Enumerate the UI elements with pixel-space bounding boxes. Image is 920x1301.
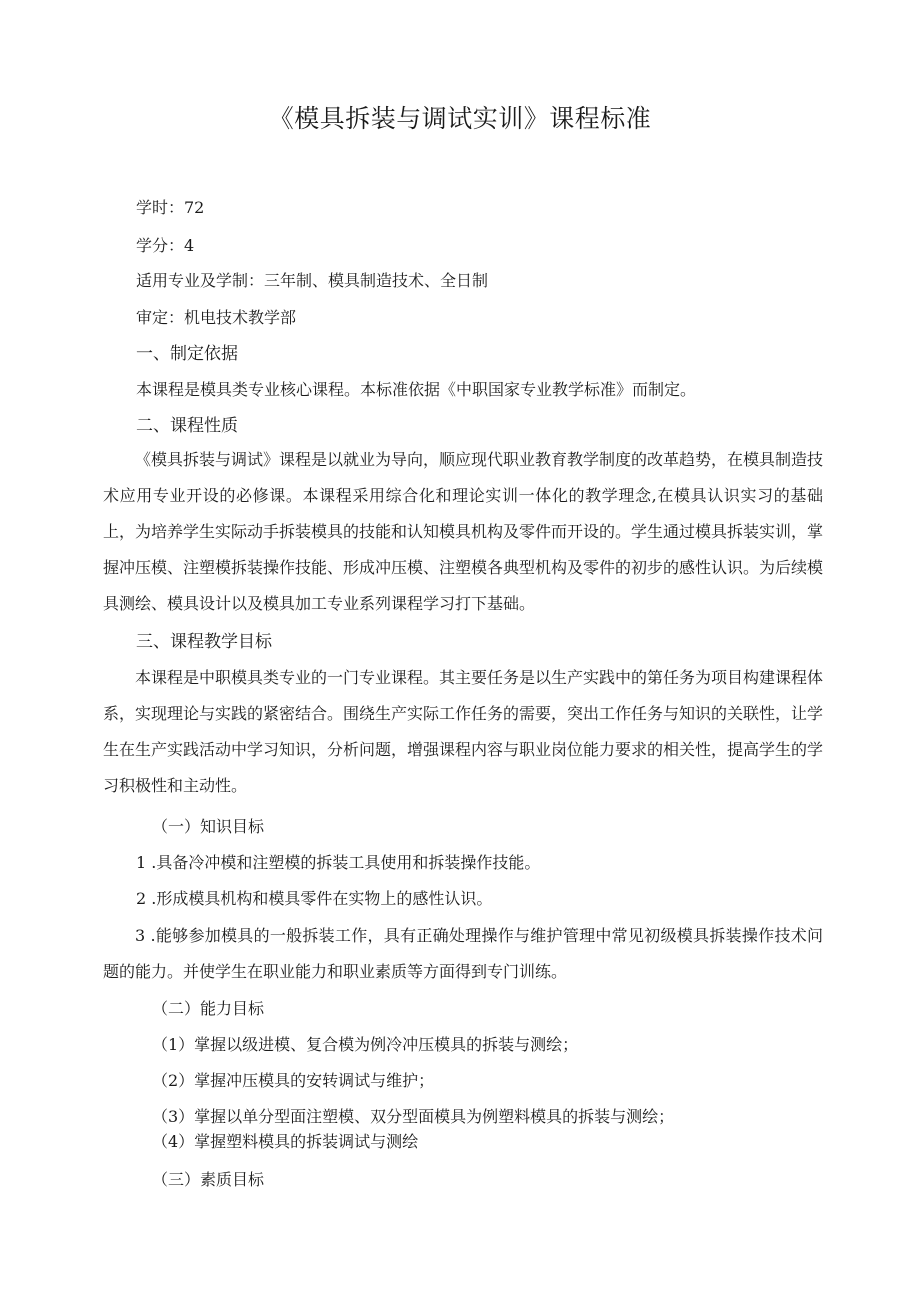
knowledge-heading: （一）知识目标 <box>152 817 265 836</box>
page-title: 《模具拆装与调试实训》课程标准 <box>268 104 652 133</box>
section-1-text: 本课程是模具类专业核心课程。本标准依据《中职国家专业教学标准》而制定。 <box>136 380 697 399</box>
ability-heading: （二）能力目标 <box>152 999 265 1018</box>
section-1-heading: 一、制定依据 <box>136 344 238 364</box>
meta-major: 适用专业及学制：三年制、模具制造技术、全日制 <box>136 271 489 290</box>
knowledge-item-1: 1 .具备冷冲模和注塑模的拆装工具使用和拆装操作技能。 <box>136 853 541 872</box>
ability-item-3: （3）掌握以单分型面注塑模、双分型面模具为例塑料模具的拆装与测绘； <box>152 1107 675 1126</box>
ability-item-2: （2）掌握冲压模具的安转调试与维护； <box>152 1071 435 1090</box>
ability-item-4: （4）掌握塑料模具的拆装调试与测绘 <box>152 1132 419 1151</box>
ability-item-1: （1）掌握以级进模、复合模为例冷冲压模具的拆装与测绘； <box>152 1035 579 1054</box>
section-3-heading: 三、课程教学目标 <box>136 632 272 652</box>
section-2-text: 《模具拆装与调试》课程是以就业为导向，顺应现代职业教育教学制度的改革趋势，在模具制造技术应用专业开设的必修课。本课程采用综合化和理论实训一体化的教学理念,在模具认识实习的基础上，为培养学生实际动手拆装模具的技能和认知模具机构及零件而开设的。学生通过模具拆装实训，掌握冲压模、注塑模拆装操作技能、形成冲压模、注塑模各典型机构及零件的初步的感性认识。为后续模具测绘、模具设计以及模具加工专业系列课程学习打下基础。 <box>103 450 824 613</box>
knowledge-item-2: 2 .形成模具机构和模具零件在实物上的感性认识。 <box>136 889 493 908</box>
section-3-text: 本课程是中职模具类专业的一门专业课程。其主要任务是以生产实践中的第任务为项目构建课程体系，实现理论与实践的紧密结合。围绕生产实际工作任务的需要，突出工作任务与知识的关联性，让学生在生产实践活动中学习知识，分析问题，增强课程内容与职业岗位能力要求的相关性，提高学生的学习积极性和主动性。 <box>103 668 824 795</box>
section-2-heading: 二、课程性质 <box>136 416 238 436</box>
quality-heading: （三）素质目标 <box>152 1170 265 1189</box>
meta-approval: 审定：机电技术教学部 <box>136 308 297 327</box>
meta-hours: 学时：72 <box>136 198 205 217</box>
meta-credits: 学分：4 <box>136 236 195 255</box>
knowledge-item-3: 3 .能够参加模具的一般拆装工作，具有正确处理操作与维护管理中常见初级模具拆装操作技术问题的能力。并使学生在职业能力和职业素质等方面得到专门训练。 <box>103 926 823 981</box>
